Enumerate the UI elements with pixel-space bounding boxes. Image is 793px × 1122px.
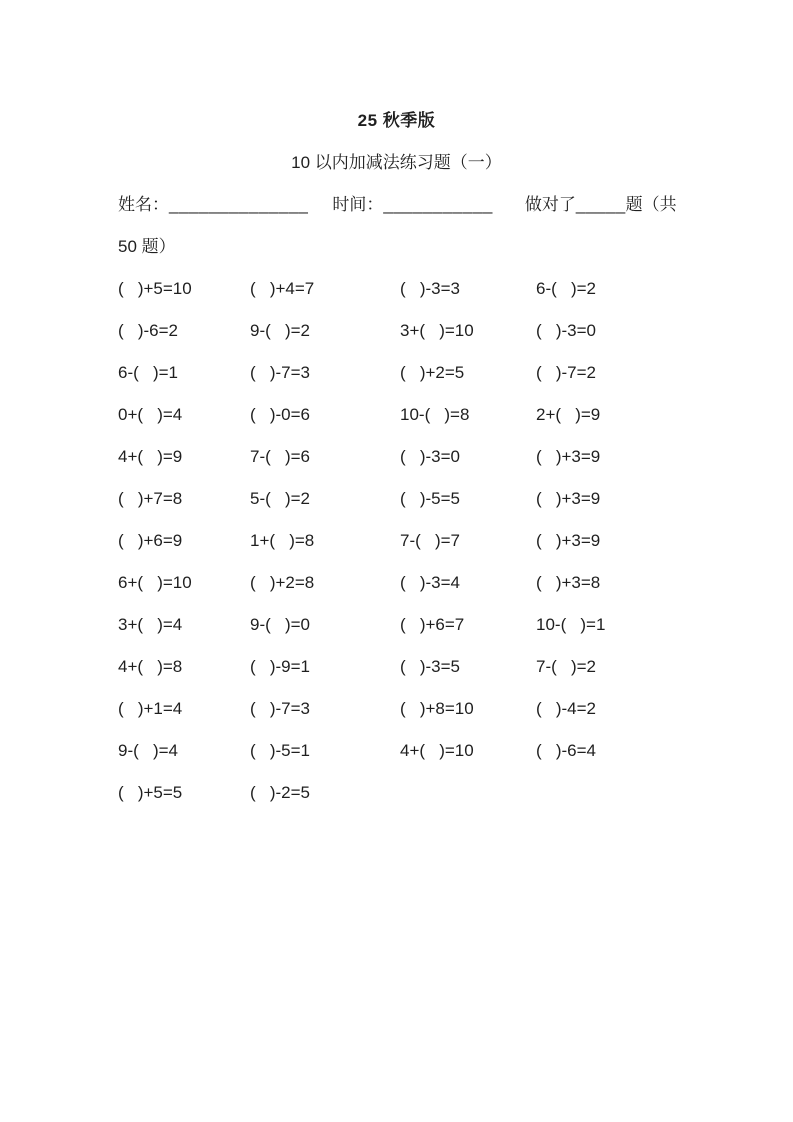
problem: ( )-7=3 <box>250 363 310 382</box>
name-blank: ______________ <box>169 195 309 214</box>
problem-row <box>118 478 673 520</box>
problem: 4+( )=8 <box>118 657 183 676</box>
problem: 10-( )=1 <box>536 615 606 634</box>
problem: ( )-0=6 <box>250 405 310 424</box>
problem: ( )-9=1 <box>250 657 310 676</box>
problem: ( )-3=4 <box>400 573 460 592</box>
problem: ( )+3=9 <box>536 489 601 508</box>
problem-row <box>118 604 673 646</box>
problem: ( )-7=2 <box>536 363 596 382</box>
problem: ( )-3=0 <box>536 321 596 340</box>
problem: ( )-6=2 <box>118 321 178 340</box>
problem: ( )-7=3 <box>250 699 310 718</box>
problem: ( )+8=10 <box>400 699 474 718</box>
problem: ( )+5=5 <box>118 783 183 802</box>
problem: 7-( )=6 <box>250 447 310 466</box>
problem: ( )-3=5 <box>400 657 460 676</box>
problem: 1+( )=8 <box>250 531 315 550</box>
name-label: 姓名： <box>118 195 169 214</box>
problem-row <box>118 394 673 436</box>
problem: 4+( )=9 <box>118 447 183 466</box>
problem: 7-( )=7 <box>400 531 460 550</box>
problem: 9-( )=0 <box>250 615 310 634</box>
problem-row <box>118 730 673 772</box>
problem: 5-( )=2 <box>250 489 310 508</box>
problem: ( )+3=8 <box>536 573 601 592</box>
problem: ( )+3=9 <box>536 531 601 550</box>
problem: ( )-5=5 <box>400 489 460 508</box>
score-blank: _____ <box>575 195 626 214</box>
header-line-wrap: 50 题） <box>118 237 176 256</box>
problem: 7-( )=2 <box>536 657 596 676</box>
problem-row <box>118 352 673 394</box>
problem-row <box>118 688 673 730</box>
problem: ( )-6=4 <box>536 741 596 760</box>
problem: 9-( )=4 <box>118 741 178 760</box>
worksheet-title: 10 以内加减法练习题（一） <box>291 153 502 172</box>
problem: ( )+3=9 <box>536 447 601 466</box>
problem: ( )-3=0 <box>400 447 460 466</box>
problem: 10-( )=8 <box>400 405 470 424</box>
problem: 4+( )=10 <box>400 741 474 760</box>
problem-row <box>118 436 673 478</box>
problem: ( )+2=8 <box>250 573 315 592</box>
problem: ( )+6=7 <box>400 615 465 634</box>
problem: ( )-5=1 <box>250 741 310 760</box>
score-suffix: 题（共 <box>625 195 677 214</box>
problem: 3+( )=10 <box>400 321 474 340</box>
problem: ( )+4=7 <box>250 279 315 298</box>
problem: 3+( )=4 <box>118 615 183 634</box>
problem-row <box>118 772 673 814</box>
problem: 0+( )=4 <box>118 405 183 424</box>
problem-grid <box>118 268 673 814</box>
problem: 9-( )=2 <box>250 321 310 340</box>
problem-row <box>118 520 673 562</box>
problem: ( )+6=9 <box>118 531 183 550</box>
problem: ( )-2=5 <box>250 783 310 802</box>
problem-row <box>118 646 673 688</box>
problem: ( )+7=8 <box>118 489 183 508</box>
problem: ( )+5=10 <box>118 279 192 298</box>
problem: ( )-4=2 <box>536 699 596 718</box>
time-blank: ___________ <box>383 195 493 214</box>
problem: ( )+2=5 <box>400 363 465 382</box>
score-label: 做对了 <box>524 195 576 214</box>
problem: 6-( )=1 <box>118 363 178 382</box>
problem-row <box>118 310 673 352</box>
problem-row <box>118 268 673 310</box>
problem: ( )-3=3 <box>400 279 460 298</box>
problem-row <box>118 562 673 604</box>
problem: ( )+1=4 <box>118 699 183 718</box>
time-label: 时间： <box>332 195 384 214</box>
problem: 2+( )=9 <box>536 405 601 424</box>
problem: 6-( )=2 <box>536 279 596 298</box>
problem: 6+( )=10 <box>118 573 192 592</box>
edition-title: 25 秋季版 <box>357 111 436 130</box>
header-line <box>118 184 677 226</box>
